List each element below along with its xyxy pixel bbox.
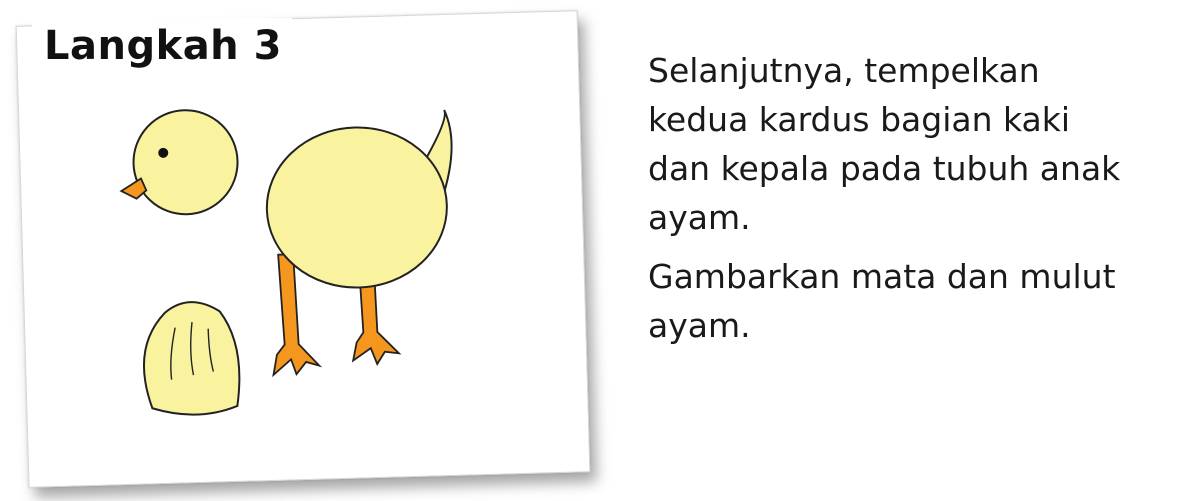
illustration-card xyxy=(16,10,591,488)
instructions xyxy=(648,46,1188,360)
chick-beak xyxy=(121,178,147,199)
instruction-paragraph: Gambarkan mata dan mulut ayam. xyxy=(648,257,1116,345)
chick-illustration xyxy=(114,99,503,449)
instruction-paragraph: Selanjutnya, tempelkan kedua kardus bagian kaki dan kepala pada tubuh anak ayam. xyxy=(648,51,1121,237)
chick-head xyxy=(132,109,239,216)
step-title: Langkah 3 xyxy=(32,18,292,72)
